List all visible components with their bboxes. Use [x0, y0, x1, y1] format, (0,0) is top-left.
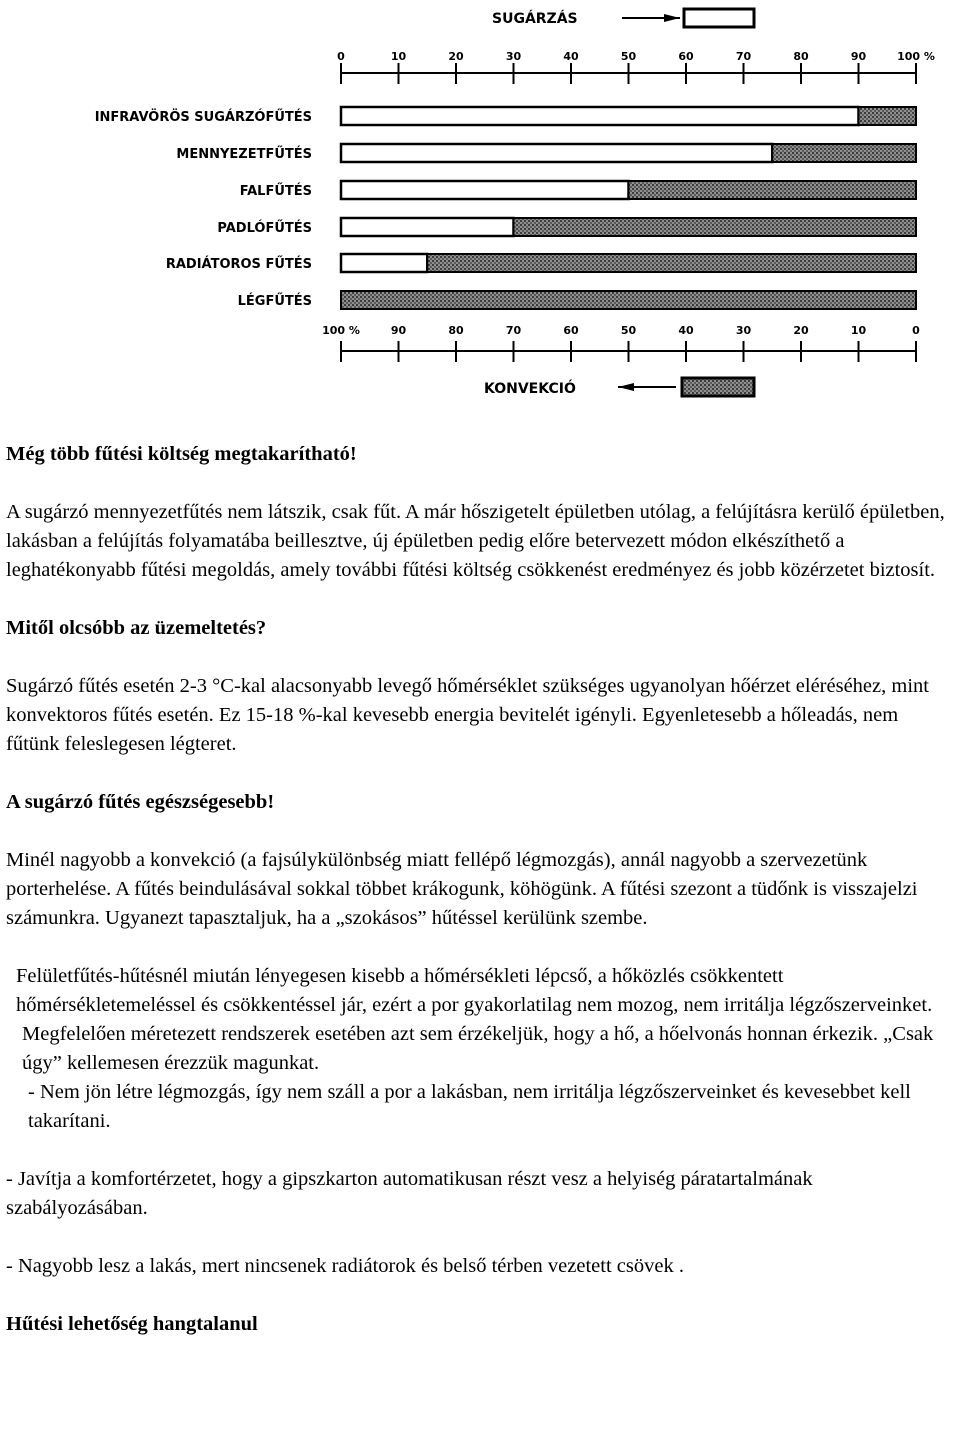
top-tick-label: 100 % — [897, 50, 935, 63]
bar-convection — [427, 254, 916, 272]
top-tick-label: 70 — [735, 50, 752, 63]
legend-radiation-swatch — [684, 9, 754, 27]
top-tick-label: 20 — [448, 50, 464, 63]
heading-healthier: A sugárzó fűtés egészségesebb! — [6, 791, 275, 813]
bottom-tick-label: 60 — [563, 324, 579, 337]
paragraph-healthier: Minél nagyobb a konvekció (a fajsúlykülönbség miatt fellépő légmozgás), annál nagyobb a szervezetünk porterhelése. A fűtés beindulásával sokkal többet krákogunk, köhögünk. A fűtési szezont a tüdőnk is visszajelzi számunkra. Ugyanezt tapasztaljuk, ha a „szokásos” hűtéssel kerülünk szembe. — [6, 849, 918, 929]
bar-convection — [772, 144, 916, 162]
bar-convection — [341, 291, 916, 309]
category-label: LÉGFŰTÉS — [237, 294, 312, 309]
category-label: FALFŰTÉS — [239, 184, 312, 199]
top-tick-label: 10 — [390, 50, 407, 63]
top-tick-label: 90 — [850, 50, 867, 63]
category-label: RADIÁTOROS FŰTÉS — [165, 257, 312, 272]
bar-convection — [514, 218, 917, 236]
paragraph-comfort: - Javítja a komfortérzetet, hogy a gipszkarton automatikusan részt vesz a helyiség páratartalmának szabályozásában. — [6, 1168, 813, 1219]
paragraph-sized-systems: Megfelelően méretezett rendszerek esetében azt sem érzékeljük, hogy a hő, a hőelvonás honnan érkezik. „Csak úgy” kellemesen érezzük magunkat. — [22, 1023, 934, 1074]
bottom-tick-label: 10 — [850, 324, 867, 337]
bottom-tick-label: 30 — [735, 324, 752, 337]
paragraph-bigger-flat: - Nagyobb lesz a lakás, mert nincsenek radiátorok és belső térben vezetett csövek . — [6, 1255, 684, 1277]
bar-radiation — [341, 181, 629, 199]
category-label: PADLÓFŰTÉS — [217, 221, 312, 236]
heading-silent-cooling: Hűtési lehetőség hangtalanul — [6, 1313, 258, 1335]
bar-radiation — [341, 218, 514, 236]
paragraph-surface-heating: Felületfűtés-hűtésnél miután lényegesen kisebb a hőmérsékleti lépcső, a hőközlés csökkentett hőmérsékletemeléssel és csökkentéssel jár, ezért a por gyakorlatilag nem mozog, nem irritálja légzőszerveinket. — [16, 965, 933, 1016]
bottom-tick-label: 90 — [390, 324, 407, 337]
top-tick-label: 40 — [563, 50, 579, 63]
bar-radiation — [341, 144, 772, 162]
bottom-tick-label: 40 — [678, 324, 694, 337]
legend-convection-label: KONVEKCIÓ — [484, 381, 576, 397]
legend-radiation-label: SUGÁRZÁS — [492, 11, 578, 27]
top-axis-ticks — [337, 50, 935, 84]
bottom-tick-label: 100 % — [322, 324, 360, 337]
bars — [95, 107, 916, 309]
top-tick-label: 0 — [337, 50, 345, 63]
bottom-tick-label: 70 — [505, 324, 522, 337]
legend-convection-swatch — [682, 378, 754, 396]
category-label: MENNYEZETFŰTÉS — [176, 147, 312, 162]
heading-more-savings: Még több fűtési költség megtakarítható! — [6, 443, 357, 465]
document-body — [6, 440, 956, 1339]
bar-radiation — [341, 254, 427, 272]
bar-convection — [859, 107, 917, 125]
category-label: INFRAVÖRÖS SUGÁRZÓFŰTÉS — [94, 110, 312, 125]
bottom-axis-ticks — [322, 324, 920, 362]
paragraph-intro: A sugárzó mennyezetfűtés nem látszik, csak fűt. A már hőszigetelt épületben utólag, a felújításra kerülő épületben, lakásban a felújítás folyamatába beillesztve, új épületben pedig előre betervezett módon elkészíthető a leghatékonyabb fűtési megoldás, amely további fűtési költség csökkenést eredményez és jobb közérzetet biztosít. — [6, 501, 945, 581]
bottom-tick-label: 20 — [793, 324, 809, 337]
bottom-tick-label: 0 — [912, 324, 920, 337]
bottom-tick-label: 80 — [448, 324, 464, 337]
top-tick-label: 30 — [505, 50, 522, 63]
legend-convection-arrow-icon — [618, 383, 676, 391]
paragraph-no-air-movement: - Nem jön létre légmozgás, így nem száll a por a lakásban, nem irritálja légzőszerveinket és kevesebbet kell takarítani. — [28, 1081, 911, 1132]
radiation-convection-chart — [0, 0, 960, 410]
top-tick-label: 80 — [793, 50, 809, 63]
bar-convection — [629, 181, 917, 199]
legend-radiation-arrow-icon — [622, 14, 680, 22]
heading-why-cheaper: Mitől olcsóbb az üzemeltetés? — [6, 617, 267, 639]
top-tick-label: 50 — [620, 50, 637, 63]
paragraph-cheaper: Sugárzó fűtés esetén 2-3 °C-kal alacsonyabb levegő hőmérséklet szükséges ugyanolyan hőérzet eléréséhez, mint konvektoros fűtés esetén. Ez 15-18 %-kal kevesebb energia bevitelét igényli. Egyenletesebb a hőleadás, nem fűtünk feleslegesen légteret. — [6, 675, 929, 755]
top-tick-label: 60 — [678, 50, 694, 63]
bar-radiation — [341, 107, 859, 125]
bottom-tick-label: 50 — [620, 324, 637, 337]
